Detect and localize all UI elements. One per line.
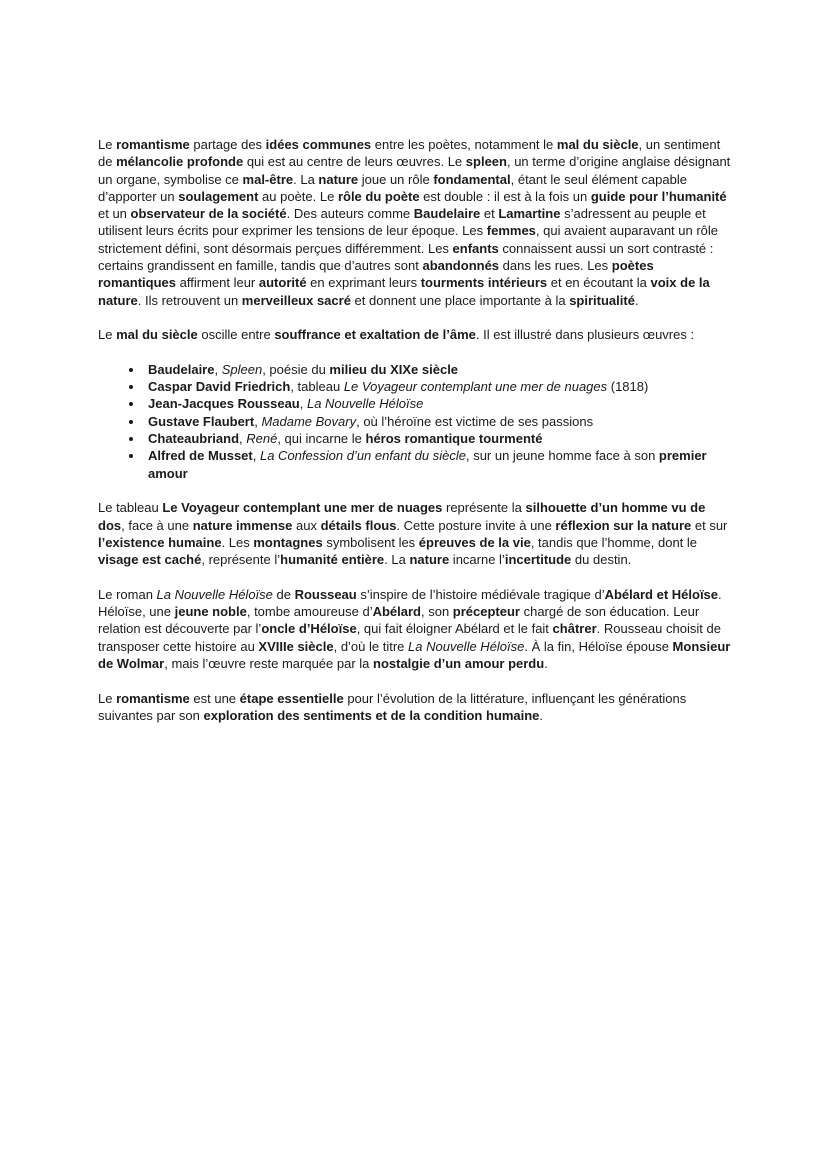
- text-run: mal du siècle: [556, 137, 639, 152]
- text-run: et sur: [691, 517, 728, 533]
- text-run: XVIIIe siècle: [258, 638, 334, 654]
- text-run: symbolisent les: [322, 534, 419, 550]
- text-run: romantisme: [116, 137, 190, 152]
- text-run: , représente l’: [201, 552, 281, 568]
- text-run: Le: [98, 690, 117, 706]
- text-run: Jean-Jacques Rousseau: [148, 396, 300, 412]
- paragraph: [98, 499, 734, 568]
- text-run: . Héloïse, une: [98, 586, 722, 620]
- text-run: châtrer: [552, 621, 597, 637]
- text-run: , qui avaient auparavant un rôle strictement défini, sont désormais perçues différemment. Les: [98, 223, 719, 256]
- text-run: Chateaubriand: [148, 431, 240, 447]
- text-run: La Nouvelle Héloïse: [156, 586, 273, 602]
- text-run: enfants: [452, 240, 499, 256]
- list-item: [144, 378, 734, 395]
- text-run: épreuves de la vie: [418, 534, 531, 550]
- text-run: incarne l’: [449, 552, 505, 568]
- text-run: dans les rues. Les: [499, 258, 612, 274]
- text-run: (1818): [607, 379, 649, 395]
- text-run: .: [634, 292, 639, 308]
- paragraph: [98, 326, 734, 343]
- text-run: incertitude: [504, 552, 572, 568]
- document-body: [98, 136, 734, 741]
- text-run: . Ils retrouvent un: [137, 292, 242, 308]
- text-run: , sur un jeune homme face à son: [465, 448, 659, 464]
- text-run: La Nouvelle Héloïse: [408, 638, 525, 654]
- paragraph: [98, 690, 734, 725]
- text-run: au poète. Le: [258, 188, 338, 204]
- text-run: précepteur: [452, 604, 520, 620]
- text-run: idées communes: [265, 137, 372, 152]
- text-run: nostalgie d’un amour perdu: [373, 655, 545, 671]
- text-run: . Les: [221, 534, 254, 550]
- text-run: . La: [293, 171, 319, 187]
- text-run: , tandis que l’homme, dont le: [530, 534, 698, 550]
- text-run: étape essentielle: [239, 690, 344, 706]
- text-run: Spleen: [221, 361, 263, 377]
- text-run: nature immense: [192, 517, 293, 533]
- text-run: et un: [98, 206, 131, 222]
- text-run: milieu du XIXe siècle: [329, 361, 459, 377]
- text-run: ,: [254, 413, 262, 429]
- text-run: aux: [292, 517, 321, 533]
- text-run: spleen: [465, 154, 507, 170]
- text-run: nature: [318, 171, 359, 187]
- text-run: et donnent une place importante à la: [350, 292, 570, 308]
- text-run: montagnes: [253, 534, 323, 550]
- text-run: s’inspire de l’histoire médiévale tragique d’: [356, 586, 605, 602]
- text-run: René: [246, 431, 278, 447]
- text-run: , d’où le titre: [333, 638, 409, 654]
- text-run: rôle du poète: [337, 188, 420, 204]
- text-run: fondamental: [433, 171, 511, 187]
- text-run: Abélard: [372, 604, 421, 620]
- text-run: . Il est illustré dans plusieurs œuvres :: [475, 327, 695, 343]
- text-run: tourments intérieurs: [420, 275, 548, 291]
- list-item: [144, 430, 734, 447]
- text-run: . Rousseau choisit de transposer cette histoire au: [98, 621, 721, 654]
- text-run: , un terme d’origine anglaise désignant un organe, symbolise ce: [98, 154, 731, 187]
- bullet-list: [98, 361, 734, 482]
- text-run: entre les poètes, notamment le: [371, 137, 557, 152]
- text-run: réflexion sur la nature: [555, 517, 692, 533]
- text-run: chargé de son éducation. Leur relation est découverte par l’: [98, 604, 700, 637]
- text-run: Abélard et Héloïse: [604, 586, 719, 602]
- text-run: silhouette d’un homme vu de dos: [98, 500, 706, 533]
- text-run: , poésie du: [262, 361, 330, 377]
- paragraph: [98, 136, 734, 309]
- list-item: [144, 413, 734, 430]
- text-run: merveilleux sacré: [241, 292, 351, 308]
- text-run: Le: [98, 137, 117, 152]
- text-run: . À la fin, Héloïse épouse: [524, 638, 673, 654]
- text-run: voix de la nature: [98, 275, 710, 308]
- text-run: Caspar David Friedrich: [148, 379, 291, 395]
- text-run: est une: [189, 690, 240, 706]
- text-run: soulagement: [178, 188, 259, 204]
- text-run: s’adressent au peuple et utilisent leurs écrits pour exprimer les tensions de leur époque. Les: [98, 206, 706, 239]
- text-run: Le Voyageur contemplant une mer de nuages: [162, 500, 443, 516]
- list-item: [144, 361, 734, 378]
- text-run: de: [272, 586, 295, 602]
- text-run: connaissent aussi un sort contrasté : certains grandissent en famille, tandis que d’autres sont: [98, 240, 714, 274]
- text-run: Monsieur de Wolmar: [98, 638, 731, 671]
- text-run: , qui incarne le: [277, 431, 366, 447]
- text-run: poètes romantiques: [98, 258, 654, 291]
- text-run: , qui fait éloigner Abélard et le fait: [356, 621, 553, 637]
- text-run: l’existence humaine: [98, 534, 222, 550]
- text-run: visage est caché: [98, 552, 202, 568]
- paragraph: [98, 586, 734, 672]
- text-run: La Nouvelle Héloïse: [306, 396, 424, 412]
- text-run: .: [544, 655, 548, 671]
- text-run: en exprimant leurs: [306, 275, 421, 291]
- text-run: La Confession d’un enfant du siècle: [259, 448, 466, 464]
- text-run: humanité entière: [280, 552, 385, 568]
- text-run: Alfred de Musset: [148, 448, 253, 464]
- text-run: . Cette posture invite à une: [396, 517, 556, 533]
- text-run: mal du siècle: [116, 327, 198, 343]
- text-run: Le Voyageur contemplant une mer de nuages: [343, 379, 608, 395]
- text-run: Le roman: [98, 586, 157, 602]
- text-run: souffrance et exaltation de l’âme: [274, 327, 476, 343]
- text-run: .: [539, 707, 544, 723]
- text-run: héros romantique tourmenté: [365, 431, 543, 447]
- text-run: est double : il est à la fois un: [419, 188, 591, 204]
- text-run: , où l’héroïne est victime de ses passions: [356, 413, 594, 429]
- text-run: Gustave Flaubert: [148, 413, 255, 429]
- list-item: [144, 395, 734, 412]
- text-run: jeune noble: [174, 604, 247, 620]
- text-run: exploration des sentiments et de la condition humaine: [203, 707, 540, 723]
- text-run: femmes: [486, 223, 536, 239]
- text-run: Madame Bovary: [261, 413, 357, 429]
- text-run: . Des auteurs comme: [286, 206, 414, 222]
- text-run: . La: [384, 552, 410, 568]
- text-run: , tableau: [290, 379, 344, 395]
- text-run: abandonnés: [422, 258, 500, 274]
- text-run: , un sentiment de: [98, 137, 721, 170]
- text-run: pour l’évolution de la littérature, influençant les générations suivantes par son: [98, 690, 687, 723]
- text-run: Le: [98, 327, 117, 343]
- text-run: ,: [214, 361, 222, 377]
- text-run: oscille entre: [197, 327, 275, 343]
- text-run: guide pour l’humanité: [590, 188, 727, 204]
- text-run: oncle d’Héloïse: [261, 621, 357, 637]
- text-run: Le tableau: [98, 500, 163, 516]
- text-run: romantisme: [116, 690, 190, 706]
- text-run: Baudelaire: [413, 206, 481, 222]
- text-run: premier amour: [148, 448, 707, 481]
- text-run: affirment leur: [176, 275, 259, 291]
- text-run: ,: [239, 431, 247, 447]
- text-run: détails flous: [320, 517, 397, 533]
- text-run: et en écoutant la: [547, 275, 651, 291]
- text-run: autorité: [258, 275, 307, 291]
- text-run: et: [480, 206, 499, 222]
- text-run: mélancolie profonde: [116, 154, 244, 170]
- text-run: ,: [252, 448, 260, 464]
- text-run: du destin.: [571, 552, 632, 568]
- text-run: représente la: [442, 500, 526, 516]
- text-run: observateur de la société: [130, 206, 287, 222]
- text-run: qui est au centre de leurs œuvres. Le: [243, 154, 466, 170]
- text-run: , son: [420, 604, 453, 620]
- text-run: , face à une: [121, 517, 193, 533]
- list-item: [144, 447, 734, 482]
- text-run: , étant le seul élément capable d’apporter un: [98, 171, 687, 204]
- text-run: joue un rôle: [358, 171, 434, 187]
- text-run: Rousseau: [294, 586, 357, 602]
- text-run: Lamartine: [498, 206, 561, 222]
- text-run: partage des: [189, 137, 266, 152]
- text-run: nature: [409, 552, 450, 568]
- text-run: spiritualité: [569, 292, 635, 308]
- text-run: , tombe amoureuse d’: [246, 604, 373, 620]
- text-run: , mais l’œuvre reste marquée par la: [164, 655, 374, 671]
- text-run: ,: [299, 396, 307, 412]
- text-run: Baudelaire: [148, 361, 215, 377]
- text-run: mal-être: [242, 171, 294, 187]
